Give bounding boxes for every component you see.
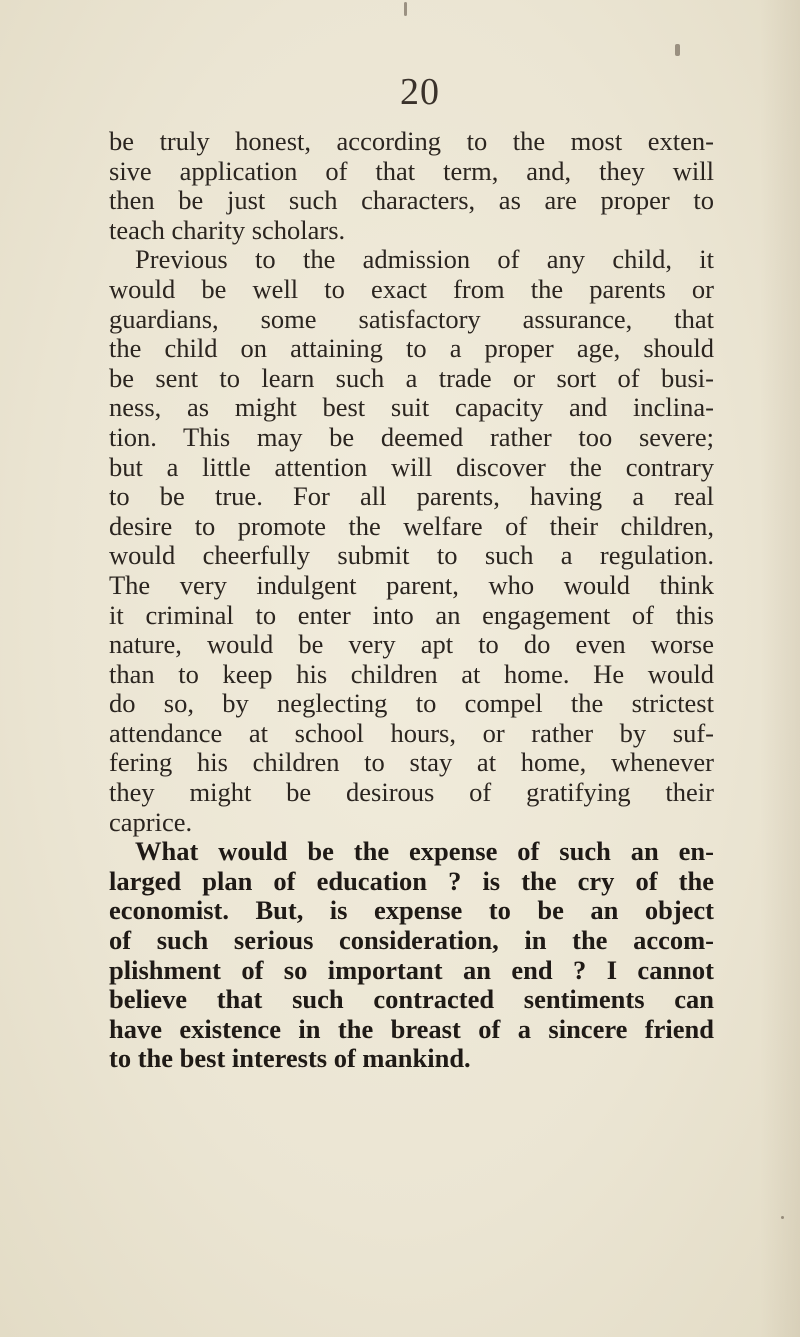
text-line: then be just such characters, as are proper to [109,185,714,216]
body-text [109,127,714,1074]
text-line: nature, would be very apt to do even worse [109,629,714,660]
paragraph-1 [109,127,714,245]
text-line: The very indulgent parent, who would think [109,569,714,600]
text-line: do so, by neglecting to compel the strictest [109,688,714,719]
paper-speck [781,1216,784,1219]
text-line: than to keep his children at home. He would [109,658,714,689]
text-line: guardians, some satisfactory assurance, that [109,303,714,334]
text-line: to be true. For all parents, having a real [109,481,714,512]
text-line: would cheerfully submit to such a regulation. [109,540,714,571]
text-line: would be well to exact from the parents or [109,273,714,304]
text-line: they might be desirous of gratifying their [109,777,714,808]
text-line: it criminal to enter into an engagement of this [109,599,714,630]
page-number: 20 [400,71,440,113]
text-line: teach charity scholars. [109,214,346,245]
text-line: desire to promote the welfare of their children, [109,510,714,541]
text-line: be sent to learn such a trade or sort of busi- [109,362,714,393]
text-line: What would be the expense of such an en- [135,836,714,867]
text-line: to the best interests of mankind. [109,1043,471,1074]
text-line: of such serious consideration, in the accom- [109,925,714,956]
text-line: but a little attention will discover the contrary [109,451,714,482]
text-line: sive application of that term, and, they will [109,155,714,186]
text-line: have existence in the breast of a sincere friend [109,1013,714,1044]
text-line: plishment of so important an end ? I cannot [109,954,714,985]
text-line: ness, as might best suit capacity and inclina- [109,392,714,423]
text-line: economist. But, is expense to be an object [109,895,714,926]
page-edge-shadow [760,0,800,1337]
text-line: tion. This may be deemed rather too severe; [109,421,714,452]
text-line: caprice. [109,806,193,837]
text-line: fering his children to stay at home, whenever [109,747,714,778]
text-line: larged plan of education ? is the cry of the [109,865,714,896]
text-line: believe that such contracted sentiments can [109,984,714,1015]
paragraph-3 [109,837,714,1074]
paper-speck [675,44,680,56]
paper-speck [404,2,407,16]
text-line: attendance at school hours, or rather by suf- [109,717,714,748]
paragraph-2 [109,245,714,837]
text-line: Previous to the admission of any child, it [135,244,714,275]
text-line: the child on attaining to a proper age, should [109,333,714,364]
text-line: be truly honest, according to the most exten- [109,126,714,156]
